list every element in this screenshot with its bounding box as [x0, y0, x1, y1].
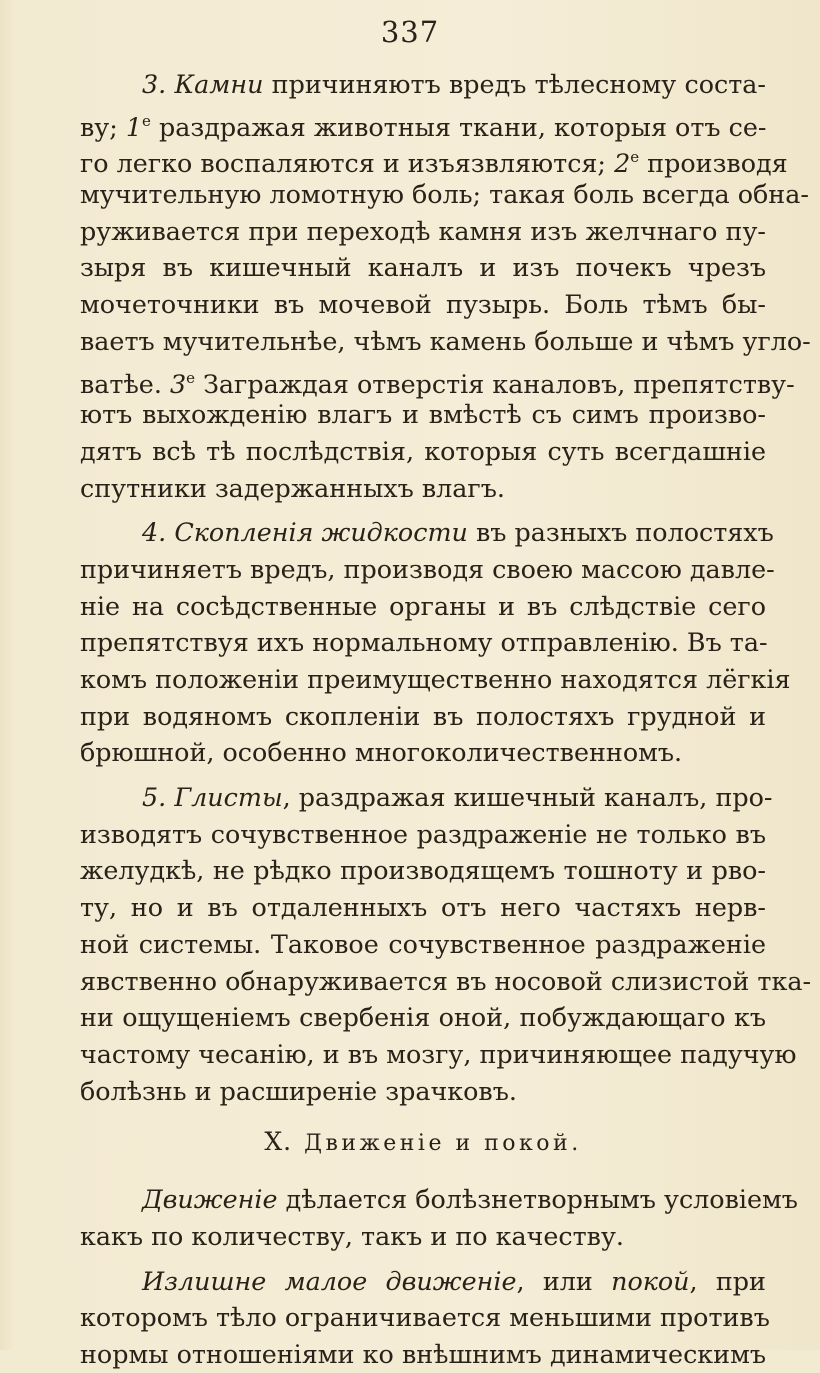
section-heading — [80, 1127, 766, 1159]
text-line: го легко воспаляются и изъязвляются; 2e производя — [80, 148, 788, 179]
text-line: мочеточники въ мочевой пузырь. Боль тѣмъ бы- — [80, 289, 766, 320]
text-line: нормы отношеніями ко внѣшнимъ динамическимъ — [80, 1339, 766, 1369]
text-line: частому чесанію, и въ мозгу, причиняющее падучую — [80, 1038, 797, 1069]
term-rest: покой — [611, 1265, 690, 1296]
paragraph-stones — [80, 66, 811, 506]
text-line: ютъ выхожденію влагъ и вмѣстѣ съ симъ произво- — [80, 399, 766, 430]
section-title: Движеніе и покой. — [304, 1131, 582, 1157]
term-fluid-accumulation: Скопленія жидкости — [174, 517, 468, 548]
text-line: ту, но и въ отдаленныхъ отъ него частяхъ нерв- — [80, 892, 766, 923]
text-line: 3. Камни причиняютъ вредъ тѣлесному соста- — [142, 69, 766, 99]
text-line: Излишне малое движеніе, или покой, при — [142, 1265, 766, 1296]
text-line: причиняетъ вредъ, производя своею массою давле- — [80, 553, 775, 584]
text-line: ни ощущеніемъ свербенія оной, побуждающаго къ — [80, 1002, 766, 1033]
text-line: препятствуя ихъ нормальному отправленію. Въ та- — [80, 627, 768, 658]
paragraph-worms — [80, 779, 812, 1109]
text-line: комъ положеніи преимущественно находятся лёгкія — [80, 664, 791, 694]
term-worms: Глисты — [174, 782, 283, 813]
text-line: брюшной, особенно многоколичественномъ. — [80, 737, 683, 768]
page-body — [80, 66, 812, 1373]
text-line: при водяномъ скопленіи въ полостяхъ грудной и — [80, 700, 766, 731]
text-line: желудкѣ, не рѣдко производящемъ тошноту и рво- — [80, 855, 766, 886]
text-line: зыря въ кишечный каналъ и изъ почекъ чрезъ — [80, 252, 766, 283]
text-line: какъ по количеству, такъ и по качеству. — [80, 1220, 624, 1251]
term-movement: Движеніе — [142, 1184, 278, 1215]
page-number: 337 — [380, 15, 440, 49]
text-line: ваетъ мучительнѣе, чѣмъ камень больше и чѣмъ угло- — [80, 325, 811, 356]
term-too-little-movement: Излишне малое движеніе — [142, 1265, 517, 1296]
text-line: ватѣе. 3e Заграждая отверстія каналовъ, препятству- — [80, 368, 795, 399]
text-line: спутники задержанныхъ влагъ. — [80, 472, 505, 503]
text-line: Движеніе дѣлается болѣзнетворнымъ условіемъ — [142, 1184, 798, 1215]
section-number: X. — [264, 1127, 293, 1157]
text-line: ніе на сосѣдственные органы и въ слѣдствіе сего — [80, 590, 766, 621]
text-line: болѣзнь и расширеніе зрачковъ. — [80, 1075, 517, 1106]
text-line: 5. Глисты, раздражая кишечный каналъ, про- — [142, 782, 773, 813]
text-line: 4. Скопленія жидкости въ разныхъ полостяхъ — [142, 517, 774, 548]
paragraph-rest — [80, 1263, 770, 1373]
text-line: изводятъ сочувственное раздраженіе не только въ — [80, 818, 766, 849]
text-line: явственно обнаруживается въ носовой слизистой тка- — [80, 965, 812, 996]
paragraph-fluid-accumulation — [80, 514, 791, 771]
text-line: руживается при переходѣ камня изъ желчнаго пу- — [80, 215, 766, 246]
text-line: мучительную ломотную боль; такая боль всегда обна- — [80, 179, 809, 210]
text-line: которомъ тѣло ограничивается меньшими противъ — [80, 1302, 770, 1333]
text-line: ву; 1e раздражая животныя ткани, которыя отъ се- — [80, 111, 767, 142]
text-line: дятъ всѣ тѣ послѣдствія, которыя суть всегдашніе — [80, 435, 766, 466]
paragraph-movement — [80, 1181, 798, 1254]
term-stones: Камни — [174, 69, 264, 99]
text-line: ной системы. Таковое сочувственное раздраженіе — [80, 928, 766, 959]
